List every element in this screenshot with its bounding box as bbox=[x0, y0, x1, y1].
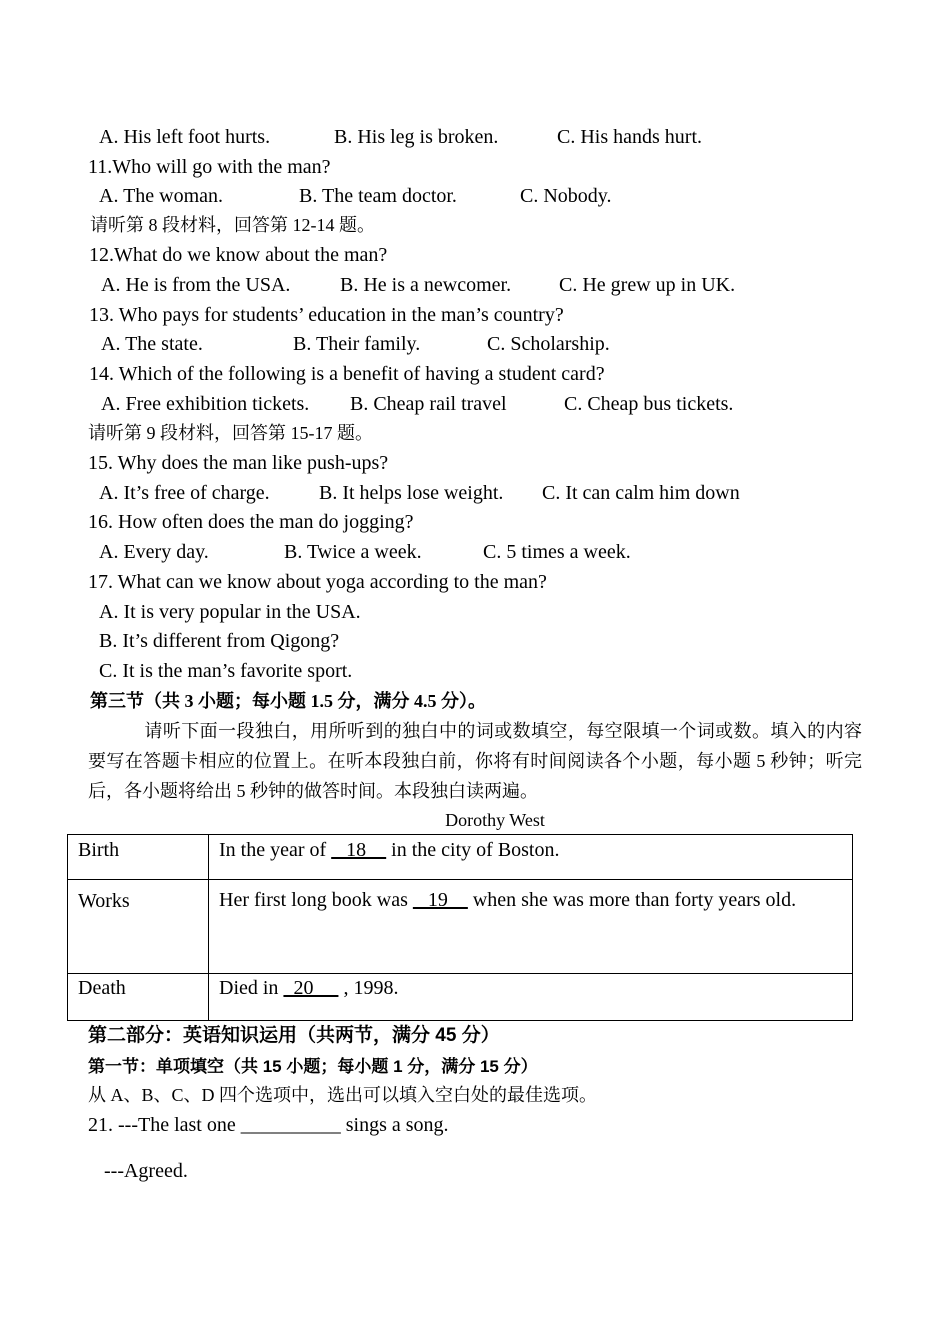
q16-option-c: C. 5 times a week. bbox=[483, 541, 631, 563]
q12-option-c: C. He grew up in UK. bbox=[559, 274, 736, 296]
table-row-death bbox=[68, 974, 853, 1021]
section3-instructions-text: 请听下面一段独白，用所听到的独白中的词或数填空，每空限填一个词或数。填入的内容要写在答题卡相应的位置上。在听本段独白前，你将有时间阅读各个小题，每小题 5 秒钟；听完后，各小题将给出 5 秒钟的做答时间。本段独白读两遍。 bbox=[88, 721, 862, 801]
q14-question: 14. Which of the following is a benefit of having a student card? bbox=[89, 363, 605, 385]
q12-question: 12.What do we know about the man? bbox=[89, 244, 388, 266]
part2-heading: 第二部分：英语知识运用（共两节，满分 45 分） bbox=[88, 1025, 500, 1046]
works-text-before: Her first long book was bbox=[219, 889, 413, 911]
q10-option-a: A. His left foot hurts. bbox=[99, 126, 271, 148]
table-row-works bbox=[68, 880, 853, 974]
blank-19: 19 bbox=[412, 889, 468, 911]
q11-option-a: A. The woman. bbox=[99, 185, 224, 207]
row-label-works: Works bbox=[68, 880, 209, 974]
row-content-death bbox=[209, 974, 853, 1021]
q17-question: 17. What can we know about yoga according to the man? bbox=[88, 571, 547, 593]
q16-option-a: A. Every day. bbox=[99, 541, 209, 563]
q11-question: 11.Who will go with the man? bbox=[88, 156, 331, 178]
q13-option-c: C. Scholarship. bbox=[487, 333, 610, 355]
q10-option-c: C. His hands hurt. bbox=[557, 126, 702, 148]
row-content-works bbox=[209, 880, 853, 974]
works-text-after: when she was more than forty years old. bbox=[467, 889, 797, 911]
death-text-after: , 1998. bbox=[338, 977, 399, 999]
part2-section1-heading: 第一节：单项填空（共 15 小题；每小题 1 分，满分 15 分） bbox=[88, 1057, 538, 1076]
q15-option-a: A. It’s free of charge. bbox=[99, 482, 270, 504]
instruction-section-8: 请听第 8 段材料，回答第 12-14 题。 bbox=[90, 215, 375, 235]
q12-option-a: A. He is from the USA. bbox=[101, 274, 291, 296]
q17-option-a: A. It is very popular in the USA. bbox=[99, 601, 361, 623]
q16-question: 16. How often does the man do jogging? bbox=[88, 511, 414, 533]
q11-option-c: C. Nobody. bbox=[520, 185, 612, 207]
q13-option-a: A. The state. bbox=[101, 333, 203, 355]
q14-option-b: B. Cheap rail travel bbox=[350, 393, 507, 415]
q16-option-b: B. Twice a week. bbox=[284, 541, 422, 563]
q14-option-a: A. Free exhibition tickets. bbox=[101, 393, 310, 415]
row-label-death: Death bbox=[68, 974, 209, 1021]
table-row-birth bbox=[68, 835, 853, 880]
q13-question: 13. Who pays for students’ education in the man’s country? bbox=[89, 304, 564, 326]
part2-instruction: 从 A、B、C、D 四个选项中，选出可以填入空白处的最佳选项。 bbox=[88, 1085, 598, 1105]
row-content-birth bbox=[209, 835, 853, 880]
birth-text-before: In the year of bbox=[219, 839, 332, 861]
instruction-section-9: 请听第 9 段材料，回答第 15-17 题。 bbox=[88, 423, 373, 443]
section3-heading: 第三节（共 3 小题；每小题 1.5 分，满分 4.5 分）。 bbox=[90, 691, 486, 711]
q10-option-b: B. His leg is broken. bbox=[334, 126, 499, 148]
q17-option-b: B. It’s different from Qigong? bbox=[99, 630, 340, 652]
row-label-birth: Birth bbox=[68, 835, 209, 880]
table-title: Dorothy West bbox=[445, 810, 545, 830]
q17-option-c: C. It is the man’s favorite sport. bbox=[99, 660, 353, 682]
blank-20: 20 bbox=[283, 977, 339, 999]
q15-option-c: C. It can calm him down bbox=[542, 482, 740, 504]
section3-instructions bbox=[88, 716, 862, 806]
birth-text-after: in the city of Boston. bbox=[386, 839, 560, 861]
q21-reply: ---Agreed. bbox=[104, 1160, 188, 1182]
q13-option-b: B. Their family. bbox=[293, 333, 421, 355]
blank-18: 18 bbox=[331, 839, 387, 861]
q15-option-b: B. It helps lose weight. bbox=[319, 482, 504, 504]
q21-question: 21. ---The last one __________ sings a song. bbox=[88, 1114, 449, 1136]
q15-question: 15. Why does the man like push-ups? bbox=[88, 452, 389, 474]
death-text-before: Died in bbox=[219, 977, 284, 999]
q12-option-b: B. He is a newcomer. bbox=[340, 274, 512, 296]
q11-option-b: B. The team doctor. bbox=[299, 185, 457, 207]
info-table bbox=[67, 834, 853, 1021]
q14-option-c: C. Cheap bus tickets. bbox=[564, 393, 734, 415]
